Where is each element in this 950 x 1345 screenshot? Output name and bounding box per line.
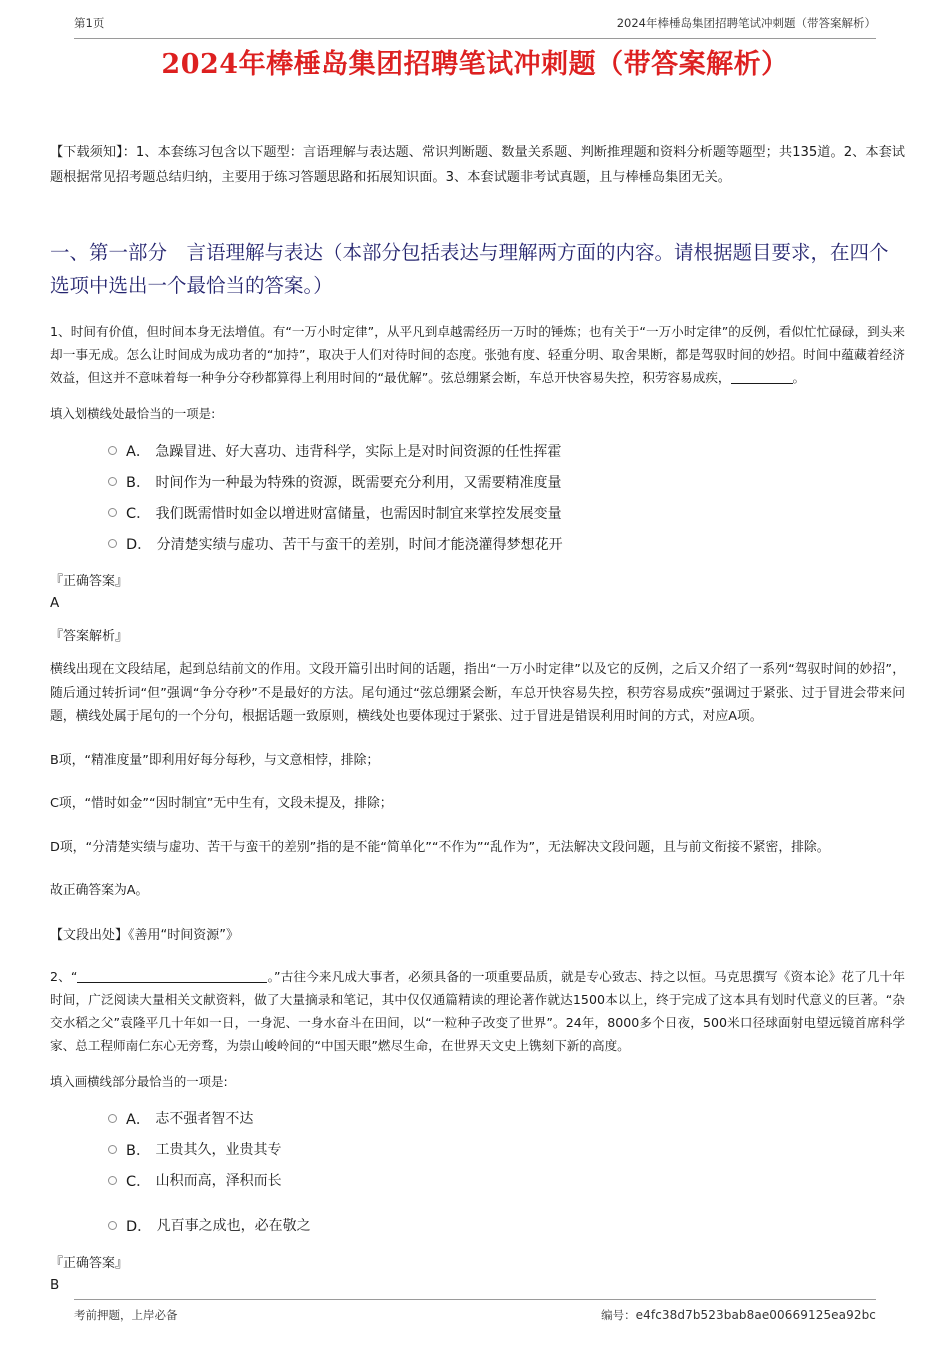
running-header [74,16,876,39]
radio-button-icon[interactable] [108,477,117,486]
radio-button-icon[interactable] [108,539,117,548]
radio-button-icon[interactable] [108,446,117,455]
question-1-answer-label: 『正确答案』 [50,574,129,589]
option-row[interactable] [50,466,905,497]
option-text: 急躁冒进、好大喜功、违背科学，实际上是对时间资源的任性挥霍 [155,443,562,460]
option-row[interactable] [50,1103,905,1134]
option-letter: C． [126,506,151,522]
question-1-stem-text: 时间有价值，但时间本身无法增值。有“一万小时定律”，从平凡到卓越需经历一万时的锤炼；也有关于“一万小时定律”的反例，看似忙忙碌碌，到头来却一事无成。怎么让时间成为成功者的“加持”，取决于人们对待时间的态度。张弛有度、轻重分明、取舍果断，都是驾驭时间的妙招。时间中蕴藏着经济效益，但这并不意味着每一种争分夺秒都算得上利用时间的“最优解”。弦总绷紧会断，车总开快容易失控，积劳容易成疾， [50,324,906,385]
question-1-source: 【文段出处】《善用“时间资源”》 [50,927,239,943]
radio-button-icon[interactable] [108,1114,117,1123]
download-notice: 【下载须知】：1、本套练习包含以下题型：言语理解与表达题、常识判断题、数量关系题、判断推理题和资料分析题等题型；共135道。2、本套试题根据常见招考题总结归纳，主要用于练习答题思路和拓展知识面。3、本套试题非考试真题，且与棒棰岛集团无关。 [50,145,905,185]
radio-button-icon[interactable] [108,1145,117,1154]
option-letter: C． [126,1173,151,1190]
question-1-prompt: 填入划横线处最恰当的一项是: [50,406,216,421]
question-1-analysis-label: 『答案解析』 [50,629,129,644]
option-letter: B． [126,1142,151,1159]
option-text: 时间作为一种最为特殊的资源，既需要充分利用，又需要精准度量 [155,474,562,491]
question-1-number: 1、 [50,324,71,339]
option-row[interactable] [50,435,905,466]
footer-slogan: 考前押题，上岸必备 [74,1308,178,1322]
option-text: 分清楚实绩与虚功、苦干与蛮干的差别，时间才能浇灌得梦想花开 [156,536,563,553]
footer-code [601,1307,876,1323]
page-title: 2024年棒棰岛集团招聘笔试冲刺题（带答案解析） [161,49,789,80]
radio-button-icon[interactable] [108,1221,117,1230]
running-title: 2024年棒棰岛集团招聘笔试冲刺题（带答案解析） [616,16,876,30]
question-2-answer-label: 『正确答案』 [50,1255,129,1271]
question-1-answer-value: A [50,595,60,611]
option-letter: B． [126,475,151,491]
option-text: 凡百事之成也，必在敬之 [156,1218,311,1234]
radio-button-icon[interactable] [108,508,117,517]
question-2-quote-open: “ [70,968,78,984]
footer-code-label: 编号： [601,1308,636,1322]
option-text: 我们既需惜时如金以增进财富储量，也需因时制宜来掌控发展变量 [155,505,562,522]
option-letter: D． [126,1218,152,1235]
analysis-paragraph: C项，“惜时如金”“因时制宜”无中生有，文段未提及，排除； [50,796,393,811]
question-1-stem-tail: 。 [792,370,806,385]
question-2 [50,965,905,1296]
analysis-paragraph: 故正确答案为A。 [50,883,149,898]
option-text: 山积而高，泽积而长 [155,1173,282,1189]
document-body [50,140,905,1296]
option-row[interactable] [50,528,905,559]
option-text: 工贵其久，业贵其专 [155,1142,282,1158]
option-letter: A． [126,444,151,460]
option-text: 志不强者智不达 [155,1111,254,1127]
question-1-options [50,435,905,559]
analysis-paragraph: B项，“精准度量”即利用好每分每秒，与文意相悖，排除； [50,752,380,768]
question-1 [50,320,905,947]
question-1-blank [731,383,793,384]
question-2-prompt: 填入画横线部分最恰当的一项是: [50,1073,228,1089]
question-1-stem [50,320,905,389]
footer-code-value: e4fc38d7b523bab8ae00669125ea92bc [635,1308,876,1322]
radio-button-icon[interactable] [108,1176,117,1185]
option-row[interactable] [50,1165,905,1196]
analysis-paragraph: D项，“分清楚实绩与虚功、苦干与蛮干的差别”指的是不能“简单化”“不作为”“乱作为”，无法解决文段问题，且与前文衔接不紧密，排除。 [50,839,830,855]
question-2-stem [50,965,905,1057]
option-letter: D． [126,537,152,553]
option-row[interactable] [50,1210,905,1241]
analysis-paragraph: 横线出现在文段结尾，起到总结前文的作用。文段开篇引出时间的话题，指出“一万小时定律”以及它的反例，之后又介绍了一系列“驾驭时间的妙招”，随后通过转折词“但”强调“争分夺秒”不是最好的方法。尾句通过“弦总绷紧会断，车总开快容易失控，积劳容易成疾”强调过于紧张、过于冒进会带来问题，横线处属于尾句的一个分句，根据话题一致原则，横线处也要体现过于紧张、过于冒进是错误利用时间的方式，对应A项。 [50,662,905,724]
option-letter: A． [126,1111,151,1128]
section-heading: 一、第一部分 言语理解与表达（本部分包括表达与理解两方面的内容。请根据题目要求，在四个选项中选出一个最恰当的答案。） [50,241,889,297]
question-2-answer-value: B [50,1276,60,1293]
question-2-stem-text: 。”古往今来凡成大事者，必须具备的一项重要品质，就是专心致志、持之以恒。马克思撰写《资本论》花了几十年时间，广泛阅读大量相关文献资料，做了大量摘录和笔记，其中仅仅通篇精读的理论著作就达1500本以上，终于完成了这本具有划时代意义的巨著。“杂交水稻之父”袁隆平几十年如一日，一身泥、一身水奋斗在田间，以“一粒种子改变了世界”。24年，8000多个日夜，500米口径球面射电望远镜首席科学家、总工程师南仁东心无旁骛，为崇山峻岭间的“中国天眼”燃尽生命，在世界天文史上镌刻下新的高度。 [50,968,905,1053]
page-number-label: 第1页 [74,16,105,30]
question-2-options [50,1103,905,1241]
question-2-number: 2、 [50,968,71,984]
running-footer [74,1299,876,1323]
option-row[interactable] [50,497,905,528]
option-row[interactable] [50,1134,905,1165]
question-2-blank [77,982,267,983]
